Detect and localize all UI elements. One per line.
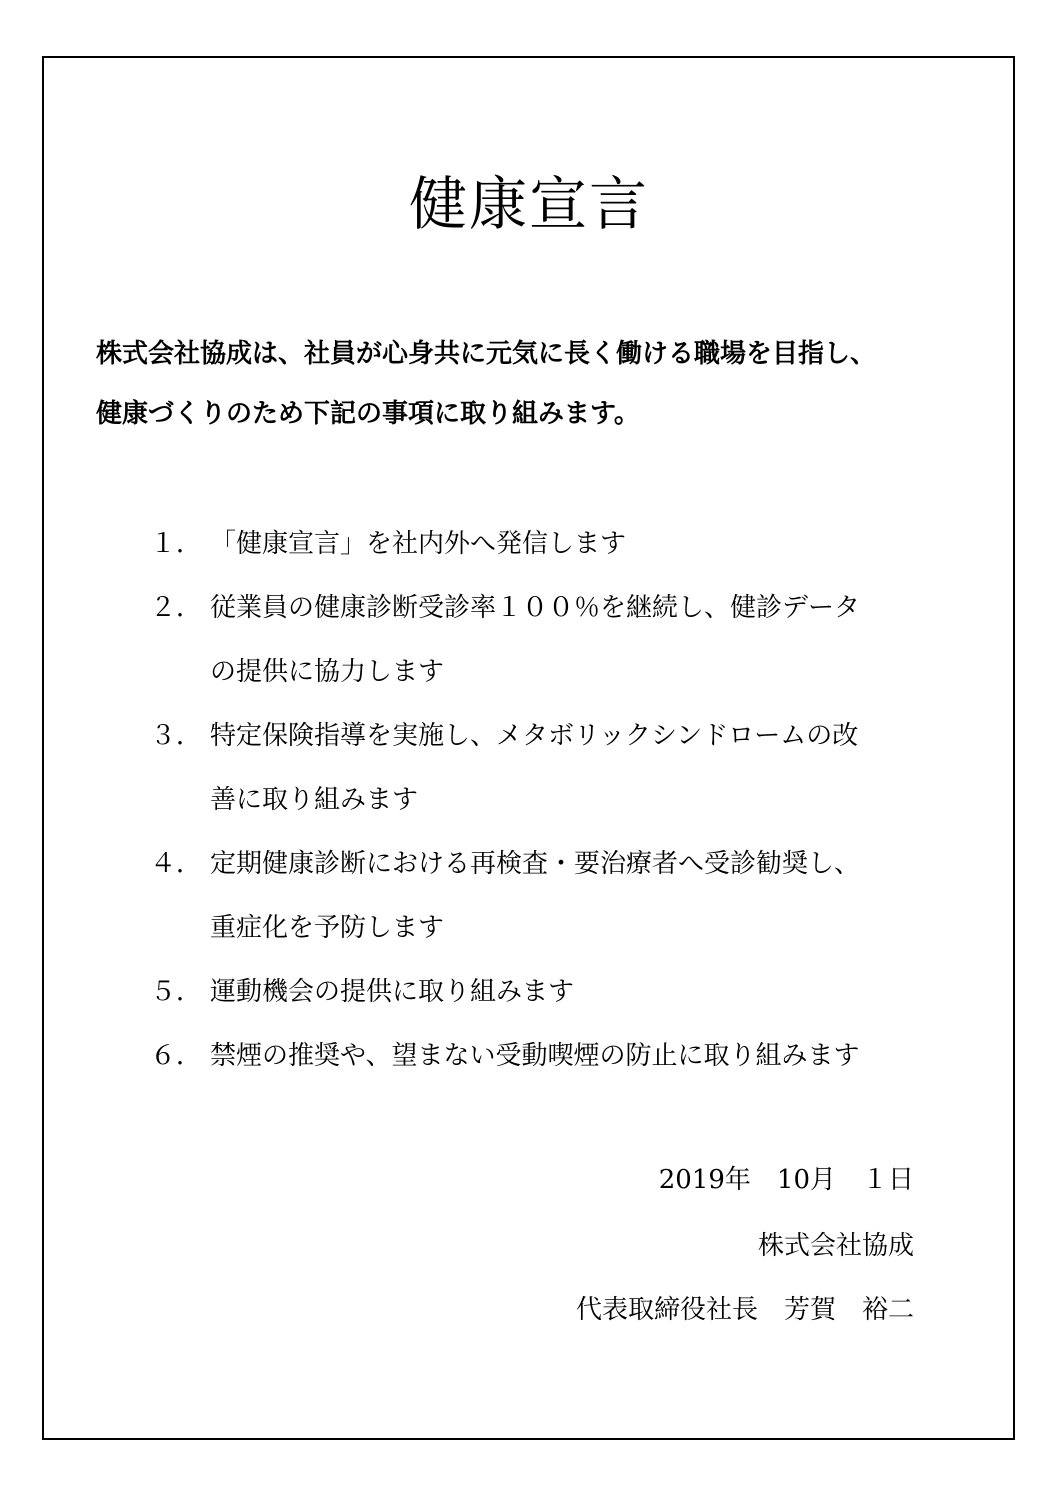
list-item-line: 禁煙の推奨や、望まない受動喫煙の防止に取り組みます <box>210 1041 860 1071</box>
list-item-line: 定期健康診断における再検査・要治療者へ受診勧奨し、 <box>210 849 861 879</box>
list-item-text <box>210 832 930 960</box>
list-item-text <box>210 704 930 832</box>
list-item-number: ５． <box>150 977 203 1007</box>
list-item-line: 善に取り組みます <box>210 785 419 815</box>
list-item-line: 特定保険指導を実施し、メタボリックシンドロームの改 <box>210 721 859 751</box>
list-item-text <box>210 960 930 1024</box>
list-item-number: １． <box>150 529 203 559</box>
list-item-number: ２． <box>150 593 203 623</box>
intro-line-2: 健康づくりのため下記の事項に取り組みます。 <box>96 399 640 429</box>
list-item-line: 重症化を予防します <box>210 913 445 943</box>
list-item-text <box>210 512 930 576</box>
list-item-text <box>210 1024 930 1088</box>
intro-line-1: 株式会社協成は、社員が心身共に元気に長く働ける職場を目指し、 <box>96 339 877 369</box>
list-item-number: ６． <box>150 1041 203 1071</box>
document-title: 健康宣言 <box>408 170 649 238</box>
list-item-line: 「健康宣言」を社内外へ発信します <box>210 529 627 559</box>
list-item-number: ３． <box>150 721 203 751</box>
list-item-line: 運動機会の提供に取り組みます <box>210 977 575 1007</box>
signature-date: 2019年 10月 １日 <box>658 1165 914 1195</box>
list-item-line: の提供に協力します <box>210 657 445 687</box>
list-item-number: ４． <box>150 849 203 879</box>
signature-company: 株式会社協成 <box>757 1231 914 1261</box>
list-item-text <box>210 576 930 704</box>
list-item-line: 従業員の健康診断受診率１００％を継続し、健診データ <box>210 593 861 623</box>
signature-representative: 代表取締役社長 芳賀 裕二 <box>575 1295 914 1325</box>
